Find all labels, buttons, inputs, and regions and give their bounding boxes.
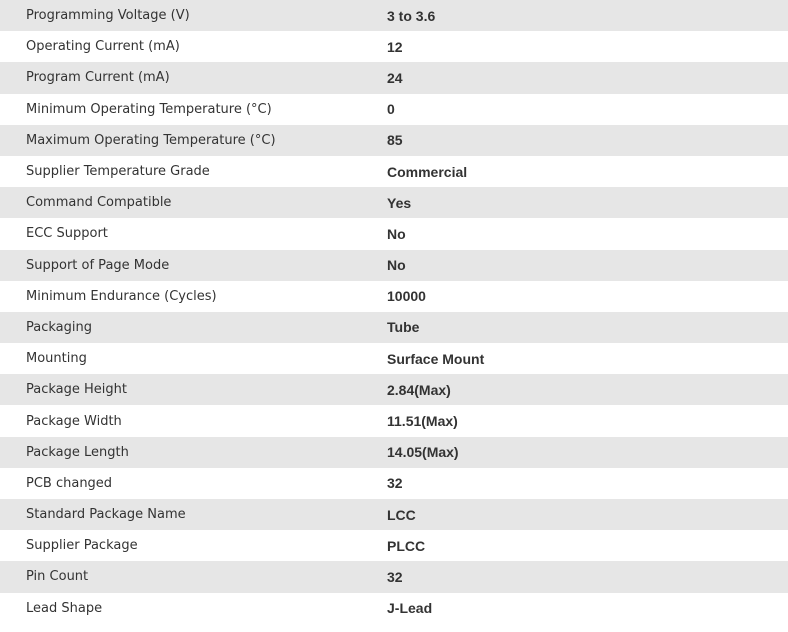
spec-value: 12 [387, 38, 403, 55]
spec-name: Lead Shape [26, 600, 103, 616]
spec-value: PLCC [387, 537, 426, 554]
spec-name: Supplier Package [26, 538, 138, 554]
spec-row [0, 593, 788, 624]
spec-value: Commercial [387, 163, 468, 180]
spec-row [0, 0, 788, 31]
spec-name: Minimum Endurance (Cycles) [26, 288, 217, 304]
spec-value: 2.84(Max) [387, 381, 451, 398]
spec-value: No [387, 257, 406, 274]
spec-value: 3 to 3.6 [387, 7, 436, 24]
spec-name: Program Current (mA) [26, 70, 170, 86]
spec-name: Command Compatible [26, 195, 172, 211]
spec-name: Support of Page Mode [26, 257, 170, 273]
spec-value: LCC [387, 506, 416, 523]
spec-value: 11.51(Max) [387, 413, 458, 430]
spec-name: Maximum Operating Temperature (°C) [26, 132, 276, 148]
spec-name: Package Length [26, 444, 129, 460]
spec-value: 0 [387, 101, 395, 118]
spec-row [0, 312, 788, 343]
spec-value: J-Lead [387, 600, 433, 617]
spec-name: Programming Voltage (V) [26, 8, 190, 24]
spec-row [0, 281, 788, 312]
spec-name: Standard Package Name [26, 507, 186, 523]
spec-value: 32 [387, 568, 403, 585]
spec-row [0, 374, 788, 405]
spec-row [0, 499, 788, 530]
spec-row [0, 343, 788, 374]
spec-value: 24 [387, 69, 403, 86]
spec-name: Package Width [26, 413, 122, 429]
spec-row [0, 468, 788, 499]
spec-value: Yes [387, 194, 412, 211]
spec-name: ECC Support [26, 226, 108, 242]
spec-value: 32 [387, 475, 403, 492]
spec-row [0, 156, 788, 187]
spec-row [0, 437, 788, 468]
spec-value: 14.05(Max) [387, 444, 459, 461]
spec-name: PCB changed [26, 475, 113, 491]
spec-row [0, 31, 788, 62]
spec-row [0, 94, 788, 125]
spec-name: Pin Count [26, 569, 89, 585]
spec-row [0, 250, 788, 281]
spec-name: Minimum Operating Temperature (°C) [26, 101, 272, 117]
spec-value: 10000 [387, 288, 426, 305]
spec-row [0, 530, 788, 561]
spec-row [0, 218, 788, 249]
spec-name: Supplier Temperature Grade [26, 164, 210, 180]
spec-value: Surface Mount [387, 350, 485, 367]
spec-row [0, 125, 788, 156]
spec-name: Package Height [26, 382, 127, 398]
spec-row [0, 561, 788, 592]
spec-value: No [387, 225, 406, 242]
spec-value: 85 [387, 132, 403, 149]
spec-name: Operating Current (mA) [26, 39, 180, 55]
spec-row [0, 62, 788, 93]
spec-value: Tube [387, 319, 420, 336]
spec-row [0, 405, 788, 436]
spec-name: Mounting [26, 351, 87, 367]
spec-row [0, 187, 788, 218]
spec-name: Packaging [26, 319, 92, 335]
